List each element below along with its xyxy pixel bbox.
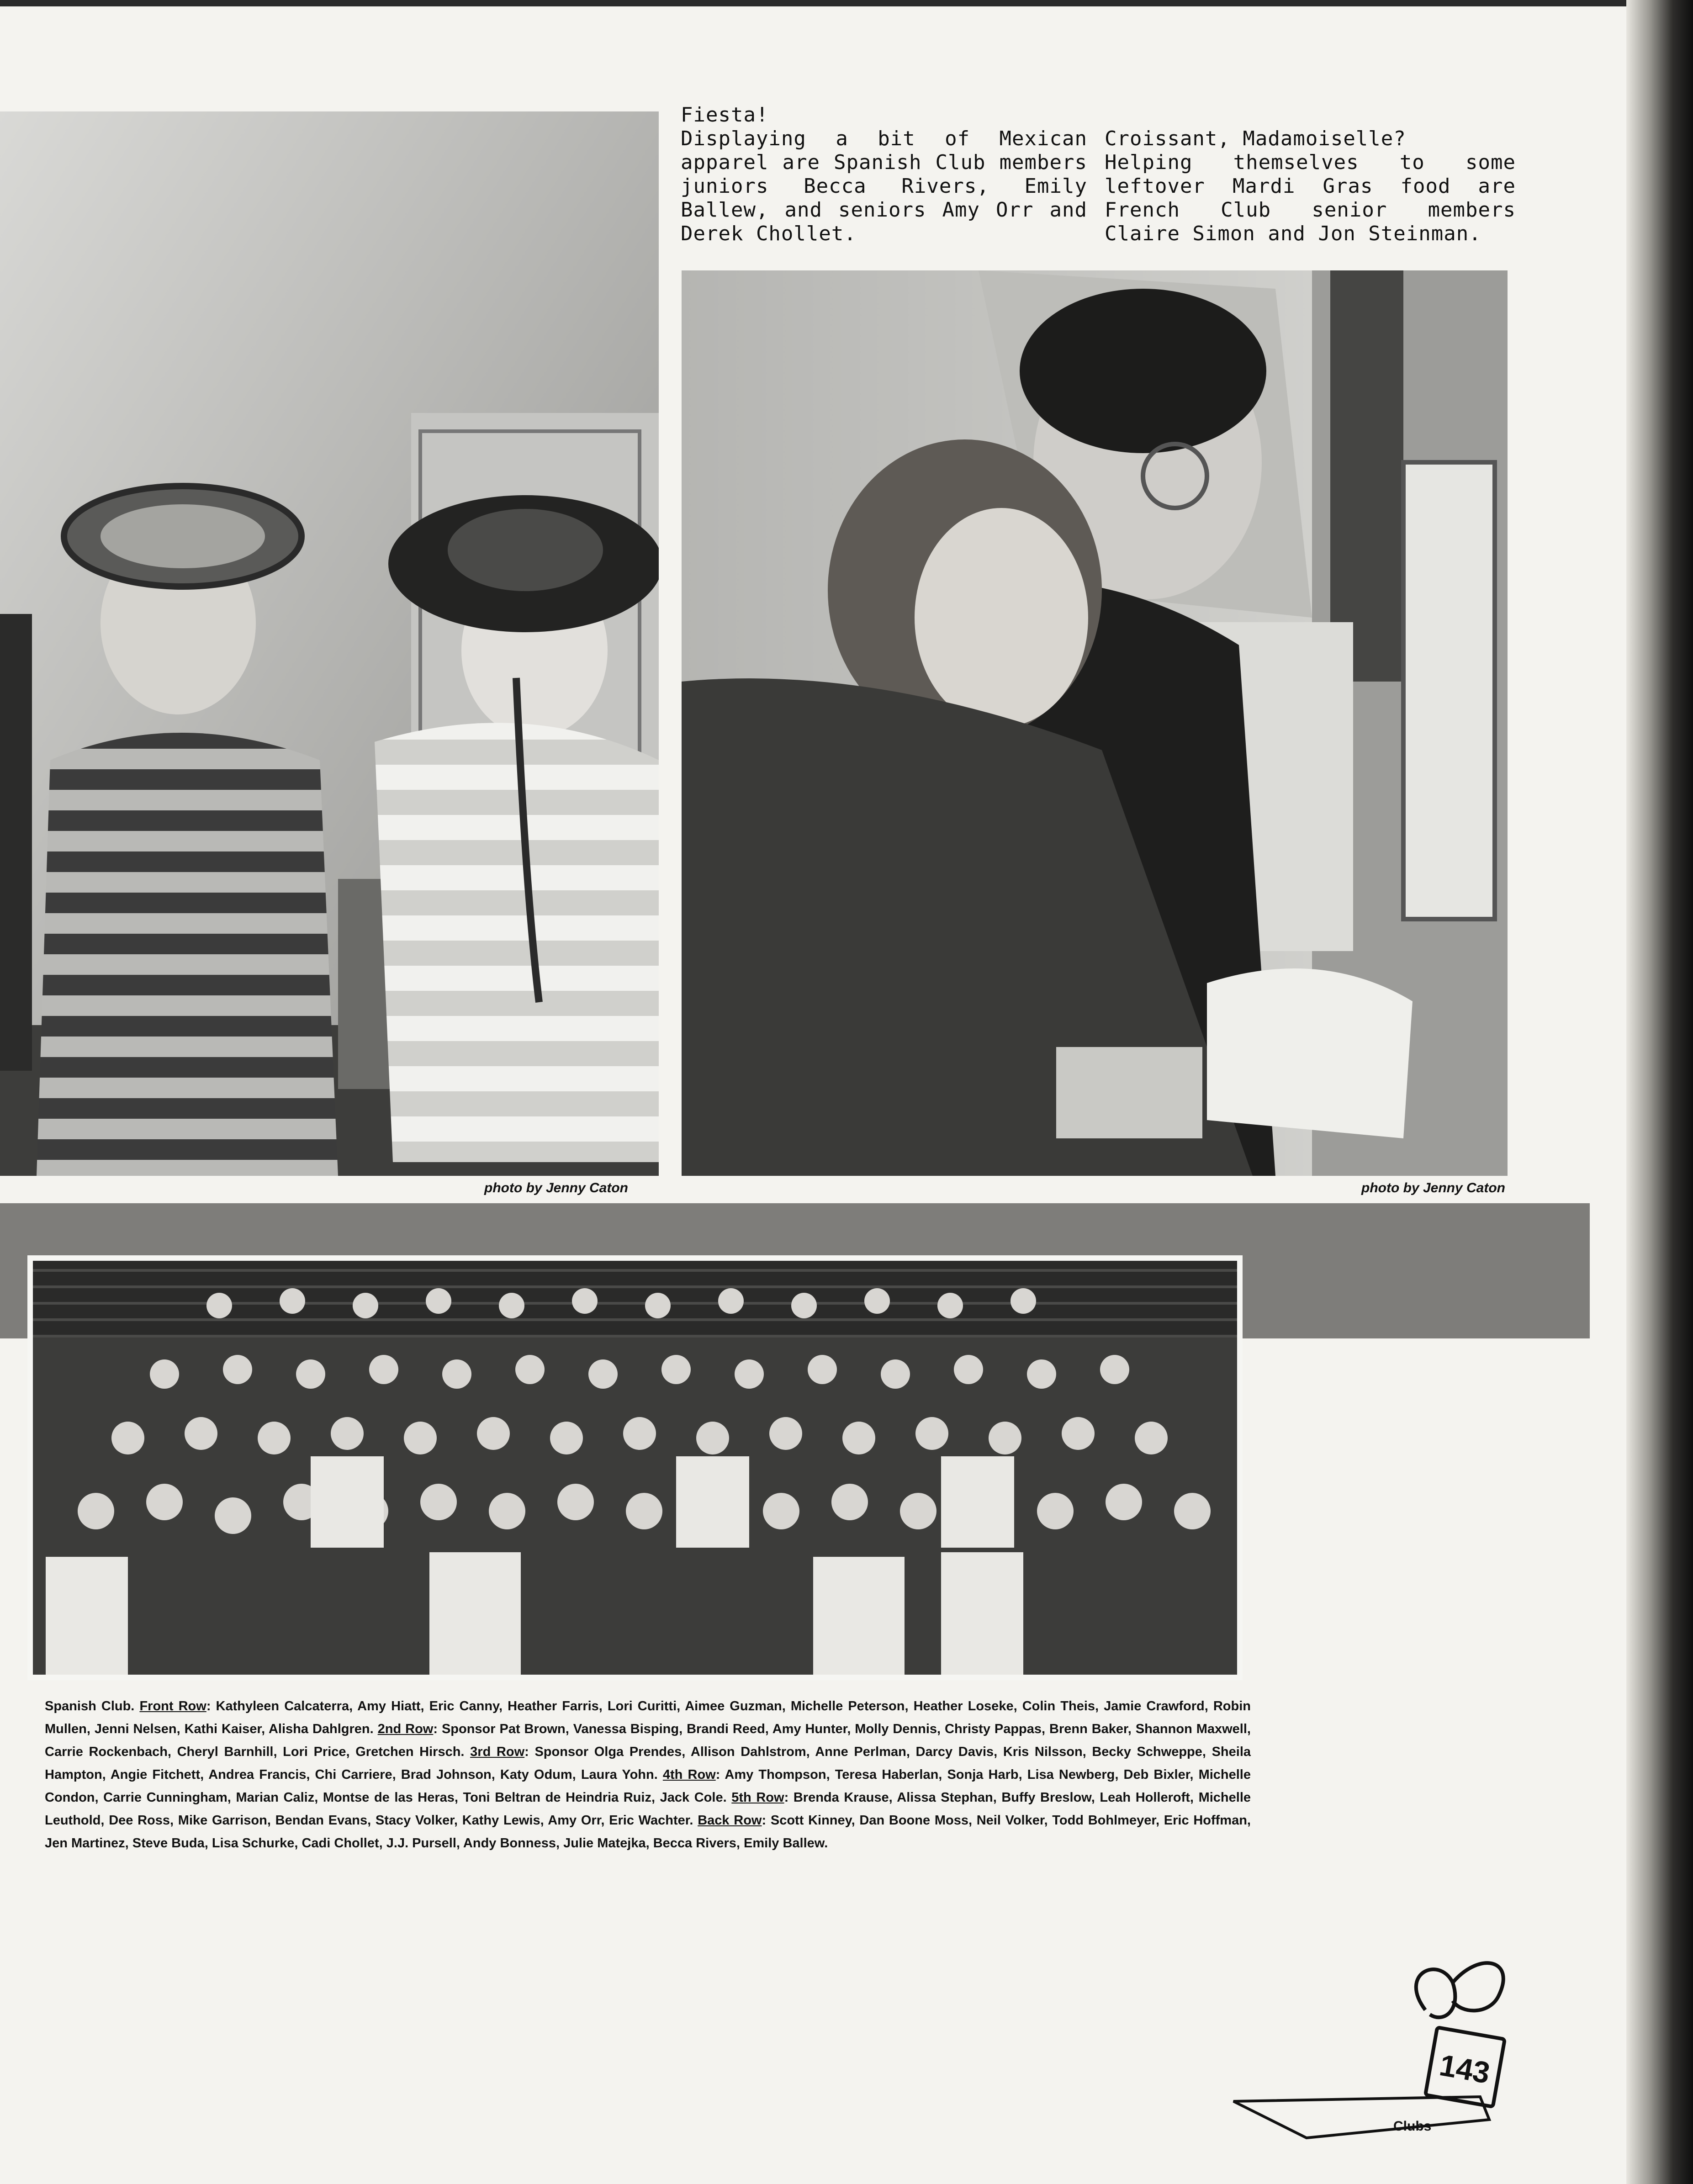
roster-row-names: Sponsor Pat Brown, Vanessa Bisping, Brandi Reed, Amy Hunter, Molly Dennis, Christy Pappas, Brenn Baker, Shannon Maxwell, Carrie Rockenbach, Cheryl Barnhill, Lori Price, Gretchen Hirsch. xyxy=(45,1722,1251,1759)
top-edge-shadow xyxy=(0,0,1693,6)
right-photo-credit: photo by Jenny Caton xyxy=(1361,1180,1505,1195)
group-photo-image xyxy=(27,1255,1243,1680)
roster-row-label: Front Row xyxy=(139,1699,206,1713)
french-caption-body: Helping themselves to some leftover Mardi Gras food are French Club senior members Claire Simon and Jon Steinman. xyxy=(1105,151,1516,245)
roster-row-label: 2nd Row xyxy=(377,1722,434,1736)
left-photo-credit: photo by Jenny Caton xyxy=(484,1180,628,1195)
section-banner-icon xyxy=(1233,2097,1489,2138)
roster-row-names: Scott Kinney, Dan Boone Moss, Neil Volker, Todd Bohlmeyer, Eric Hoffman, Jen Martinez, Steve Buda, Lisa Schurke, Cadi Chollet, J.J. Pursell, Andy Bonness, Julie Matejka, Becca Rivers, Emily Ballew. xyxy=(45,1813,1251,1851)
roster-row-label: 5th Row xyxy=(731,1790,784,1805)
french-club-caption xyxy=(1105,127,1516,246)
roster-row-label: 4th Row xyxy=(662,1767,716,1782)
spanish-club-group-photo xyxy=(27,1255,1243,1680)
page-number: 143 xyxy=(1437,2047,1492,2090)
roster-row-label: 3rd Row xyxy=(470,1745,525,1759)
tag-string-loop-icon xyxy=(1453,1963,1503,2010)
spanish-club-roster: Spanish Club. Front Row: Kathyleen Calcaterra, Amy Hiatt, Eric Canny, Heather Farris, Lori Curitti, Aimee Guzman, Michelle Peterson, Heather Loseke, Colin Theis, Jamie Crawford, Robin Mullen, Jenni Nelsen, Kathi Kaiser, Alisha Dahlgren. 2nd Row: Sponsor Pat Brown, Vanessa Bisping, Brandi Reed, Amy Hunter, Molly Dennis, Christy Pappas, Brenn Baker, Shannon Maxwell, Carrie Rockenbach, Cheryl Barnhill, Lori Price, Gretchen Hirsch. 3rd Row: Sponsor Olga Prendes, Allison Dahlstrom, Anne Perlman, Darcy Davis, Kris Nilsson, Becky Schweppe, Sheila Hampton, Angie Fitchett, Andrea Francis, Chi Carriere, Brad Johnson, Katy Odum, Laura Yohn. 4th Row: Amy Thompson, Teresa Haberlan, Sonja Harb, Lisa Newberg, Deb Bixler, Michelle Condon, Carrie Cunningham, Marian Caliz, Montse de las Heras, Toni Beltran de Heindria Ruiz, Jack Cole. 5th Row: Brenda Krause, Alissa Stephan, Buffy Breslow, Leah Holleroft, Michelle Leuthold, Dee Ross, Mike Garrison, Bendan Evans, Stacy Volker, Kathy Lewis, Amy Orr, Eric Wachter. Back Row: Scott Kinney, Dan Boone Moss, Neil Volker, Todd Bohlmeyer, Eric Hoffman, Jen Martinez, Steve Buda, Lisa Schurke, Cadi Chollet, J.J. Pursell, Andy Bonness, Julie Matejka, Becca Rivers, Emily Ballew. xyxy=(45,1699,1251,1851)
roster-row-label: Back Row xyxy=(698,1813,762,1828)
spanish-club-sombrero-photo xyxy=(0,111,659,1176)
section-label: Clubs xyxy=(1393,2119,1432,2134)
spanish-caption-title: Fiesta! xyxy=(681,103,769,127)
spanish-caption-body: Displaying a bit of Mexican apparel are Spanish Club members juniors Becca Rivers, Emily Ballew, and seniors Amy Orr and Derek Chollet. xyxy=(681,127,1087,245)
roster-row-names: Brenda Krause, Alissa Stephan, Buffy Breslow, Leah Holleroft, Michelle Leuthold, Dee Ross, Mike Garrison, Bendan Evans, Stacy Volker, Kathy Lewis, Amy Orr, Eric Wachter. xyxy=(45,1790,1251,1828)
french-caption-title: Croissant, Madamoiselle? xyxy=(1105,127,1406,150)
french-club-croissant-photo xyxy=(682,270,1508,1176)
croissant-photo-image xyxy=(682,270,1508,1176)
spanish-club-caption xyxy=(681,103,1087,246)
roster-row-names: Kathyleen Calcaterra, Amy Hiatt, Eric Canny, Heather Farris, Lori Curitti, Aimee Guzman, Michelle Peterson, Heather Loseke, Colin Theis, Jamie Crawford, Robin Mullen, Jenni Nelsen, Kathi Kaiser, Alisha Dahlgren. xyxy=(45,1699,1251,1736)
roster-row-names: Amy Thompson, Teresa Haberlan, Sonja Harb, Lisa Newberg, Deb Bixler, Michelle Condon, Carrie Cunningham, Marian Caliz, Montse de las Heras, Toni Beltran de Heindria Ruiz, Jack Cole. xyxy=(45,1767,1251,1805)
sombrero-photo-image xyxy=(0,111,659,1176)
roster-row-names: Sponsor Olga Prendes, Allison Dahlstrom, Anne Perlman, Darcy Davis, Kris Nilsson, Becky Schweppe, Sheila Hampton, Angie Fitchett, Andrea Francis, Chi Carriere, Brad Johnson, Katy Odum, Laura Yohn. xyxy=(45,1745,1251,1782)
roster-club-name: Spanish Club. xyxy=(45,1699,135,1713)
tag-string-icon xyxy=(1416,1969,1455,2017)
folio-graphic xyxy=(1224,1946,1544,2147)
binding-edge-shadow xyxy=(1626,0,1693,2184)
